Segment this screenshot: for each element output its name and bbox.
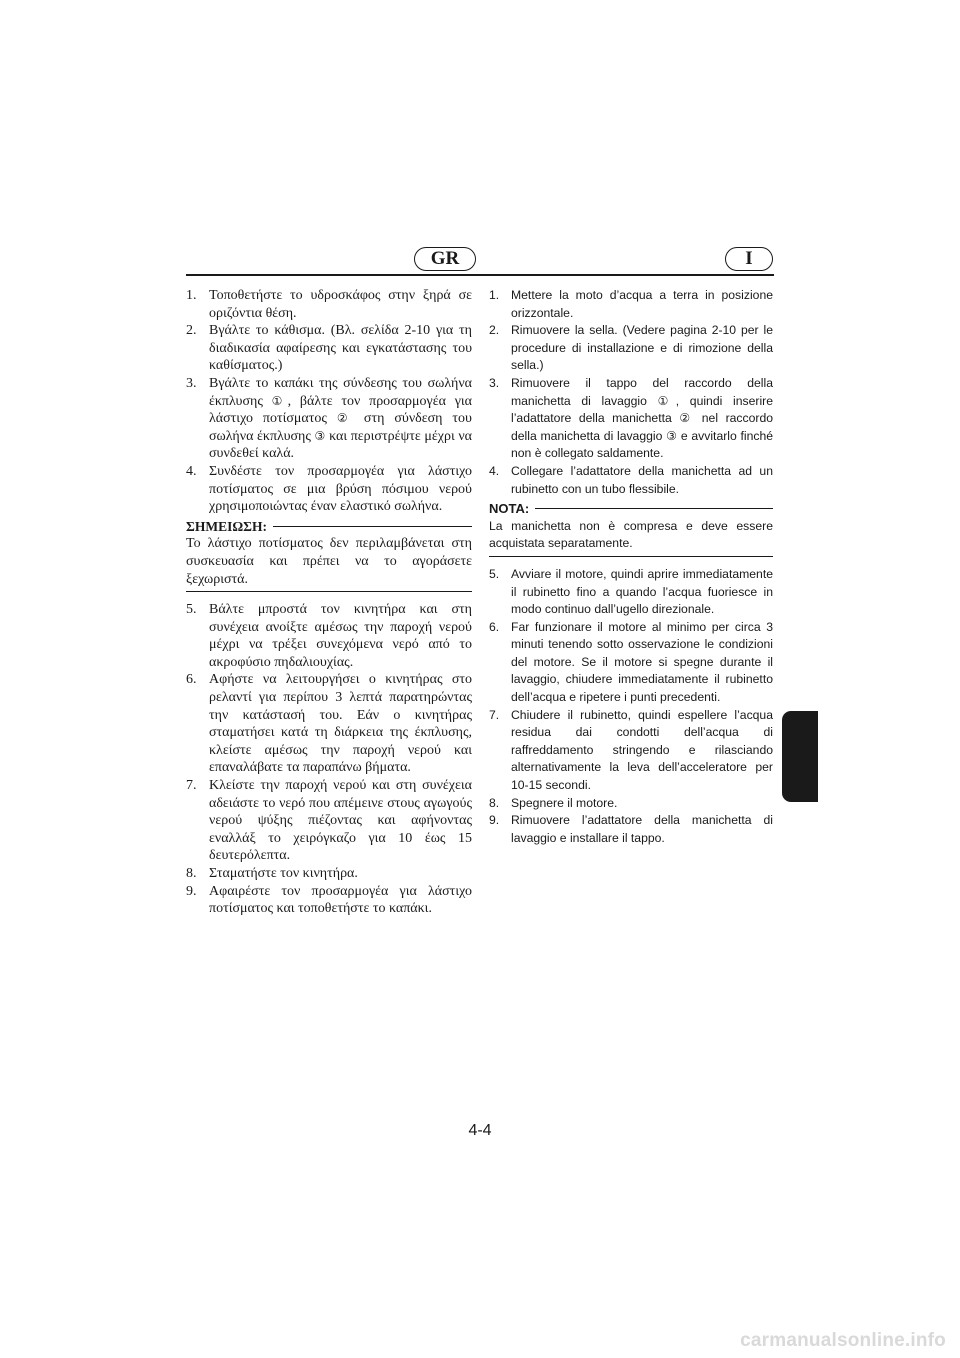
step-text: Avviare il motore, quindi aprire immediatamente il rubinetto fino a quando l’acqua fuoriesce in modo continuo dall’ugello direzionale. bbox=[511, 566, 773, 617]
language-badge-i: I bbox=[725, 247, 773, 271]
step-number: 4. bbox=[489, 463, 500, 478]
note-rule bbox=[535, 508, 773, 509]
italian-note-heading bbox=[489, 500, 773, 518]
greek-step-6 bbox=[186, 671, 472, 777]
italian-step-8 bbox=[489, 795, 773, 813]
step-text: Τοποθετήστε το υδροσκάφος στην ξηρά σε οριζόντια θέση. bbox=[209, 288, 472, 321]
greek-column bbox=[186, 287, 472, 918]
step-text: Βάλτε μπροστά τον κινητήρα και στη συνέχεια ανοίξτε αμέσως την παροχή νερού μέχρι να τρέξει συνεχόμενα νερό από το ακροφύσιο πηδαλιουχίας. bbox=[209, 602, 472, 670]
step-text: Rimuovere l’adattatore della manichetta di lavaggio e installare il tappo. bbox=[511, 813, 773, 845]
callout-3-icon: ③ bbox=[314, 428, 326, 443]
callout-2-icon: ② bbox=[336, 411, 355, 426]
step-number: 7. bbox=[186, 778, 197, 794]
greek-step-9 bbox=[186, 883, 472, 918]
step-text: Rimuovere la sella. (Vedere pagina 2-10 per le procedure di installazione e di rimozione della sella.) bbox=[511, 323, 773, 373]
step-number: 2. bbox=[489, 323, 500, 338]
step-number: 8. bbox=[489, 795, 500, 810]
step-text: Αφαιρέστε τον προσαρμογέα για λάστιχο ποτίσματος και τοποθετήστε το καπάκι. bbox=[209, 883, 472, 917]
step-text: Βγάλτε το καπάκι της σύνδεσης του σωλήνα έκπλυσης ①, βάλτε τον προσαρμογέα για λάστιχο ποτίσματος ② στη σύνδεση του σωλήνα έκπλυσης ③ και περιστρέψτε μέχρι να συνδεθεί καλά. bbox=[209, 375, 472, 462]
step-text: Far funzionare il motore al minimo per circa 3 minuti tenendo sotto osservazione le condizioni del motore. Se il motore si spegne durante il lavaggio, chiudere immediatamente il rubinetto dell’acqua e ripetere i punti precedenti. bbox=[511, 619, 773, 705]
italian-step-7 bbox=[489, 707, 773, 795]
note-rule bbox=[273, 526, 472, 527]
step-number: 6. bbox=[489, 619, 500, 634]
italian-note-text: La manichetta non è compresa e deve essere acquistata separatamente. bbox=[489, 518, 773, 557]
step-number: 4. bbox=[186, 463, 197, 479]
note-label: ΣΗΜΕΙΩΣΗ: bbox=[186, 518, 267, 534]
header-rule bbox=[186, 274, 774, 276]
greek-note-heading bbox=[186, 518, 472, 536]
greek-step-4 bbox=[186, 463, 472, 516]
italian-step-5 bbox=[489, 566, 773, 619]
step-number: 6. bbox=[186, 672, 197, 688]
step-number: 1. bbox=[186, 288, 197, 303]
callout-1-icon: ① bbox=[271, 393, 288, 408]
watermark: carmanualsonline.info bbox=[740, 1330, 946, 1351]
callout-2-icon: ② bbox=[679, 411, 695, 426]
chapter-tab bbox=[782, 711, 818, 802]
step-text: Mettere la moto d’acqua a terra in posizione orizzontale. bbox=[511, 288, 773, 320]
language-badge-gr: GR bbox=[414, 247, 476, 271]
greek-step-1 bbox=[186, 287, 472, 322]
step-text: Rimuovere il tappo del raccordo della manichetta di lavaggio ①, quindi inserire l’adattatore della manichetta ② nel raccordo della manichetta di lavaggio ③ e avvitarlo finché non è collegato saldamente. bbox=[511, 375, 774, 461]
greek-step-7 bbox=[186, 777, 472, 865]
page-number: 4-4 bbox=[468, 1122, 492, 1139]
step-number: 7. bbox=[489, 707, 500, 722]
step-text: Σταματήστε τον κινητήρα. bbox=[209, 866, 358, 881]
step-text: Spegnere il motore. bbox=[511, 795, 618, 810]
step-number: 5. bbox=[186, 602, 197, 618]
step-number: 3. bbox=[489, 375, 500, 390]
italian-step-2 bbox=[489, 322, 773, 375]
step-text: Βγάλτε το κάθισμα. (Βλ. σελίδα 2-10 για τη διαδικασία αφαίρεσης και εγκατάστασης του καθίσματος.) bbox=[209, 323, 472, 374]
italian-column bbox=[489, 287, 773, 847]
step-number: 2. bbox=[186, 323, 197, 339]
italian-step-9 bbox=[489, 812, 773, 847]
step-number: 9. bbox=[489, 813, 500, 828]
note-label: NOTA: bbox=[489, 501, 530, 517]
step-number: 5. bbox=[489, 566, 500, 581]
step-number: 1. bbox=[489, 288, 500, 302]
greek-step-5 bbox=[186, 601, 472, 671]
callout-3-icon: ③ bbox=[666, 428, 678, 443]
step-number: 9. bbox=[186, 883, 197, 899]
step-text: Collegare l’adattatore della manichetta ad un rubinetto con un tubo flessibile. bbox=[511, 463, 773, 496]
step-text: Συνδέστε τον προσαρμογέα για λάστιχο ποτίσματος σε μια βρύση πόσιμου νερού χρησιμοποιώντας έναν ελαστικό σωλήνα. bbox=[209, 463, 472, 515]
step-number: 8. bbox=[186, 866, 197, 881]
italian-step-4 bbox=[489, 463, 773, 498]
greek-step-8 bbox=[186, 865, 472, 883]
callout-1-icon: ① bbox=[657, 393, 676, 408]
step-text: Κλείστε την παροχή νερού και στη συνέχεια αδειάστε το νερό που απέμεινε στους αγωγούς νερού ψύξης πιέζοντας και αφήνοντας εναλλάξ το χειρόγκαζο για 10 έως 15 δευτερόλεπτα. bbox=[209, 778, 472, 864]
step-text: Chiudere il rubinetto, quindi espellere l’acqua residua dai condotti dell’acqua di raffreddamento stringendo e rilasciando alternativamente la leva dell’acceleratore per 10-15 secondi. bbox=[511, 707, 773, 793]
step-text: Αφήστε να λειτουργήσει ο κινητήρας στο ρελαντί για περίπου 3 λεπτά παρατηρώντας την κατάστασή του. Εάν ο κινητήρας σταματήσει κατά τη διάρκεια της έκπλυσης, κλείστε αμέσως την παροχή νερού και επαναλάβατε τα παραπάνω βήματα. bbox=[209, 672, 472, 776]
italian-step-1 bbox=[489, 287, 773, 322]
greek-step-2 bbox=[186, 322, 472, 375]
italian-step-6 bbox=[489, 619, 773, 707]
greek-step-3 bbox=[186, 375, 472, 463]
greek-note-text: Το λάστιχο ποτίσματος δεν περιλαμβάνεται στη συσκευασία και πρέπει να το αγοράσετε ξεχωριστά. bbox=[186, 535, 472, 592]
step-number: 3. bbox=[186, 375, 197, 391]
italian-step-3 bbox=[489, 375, 773, 463]
